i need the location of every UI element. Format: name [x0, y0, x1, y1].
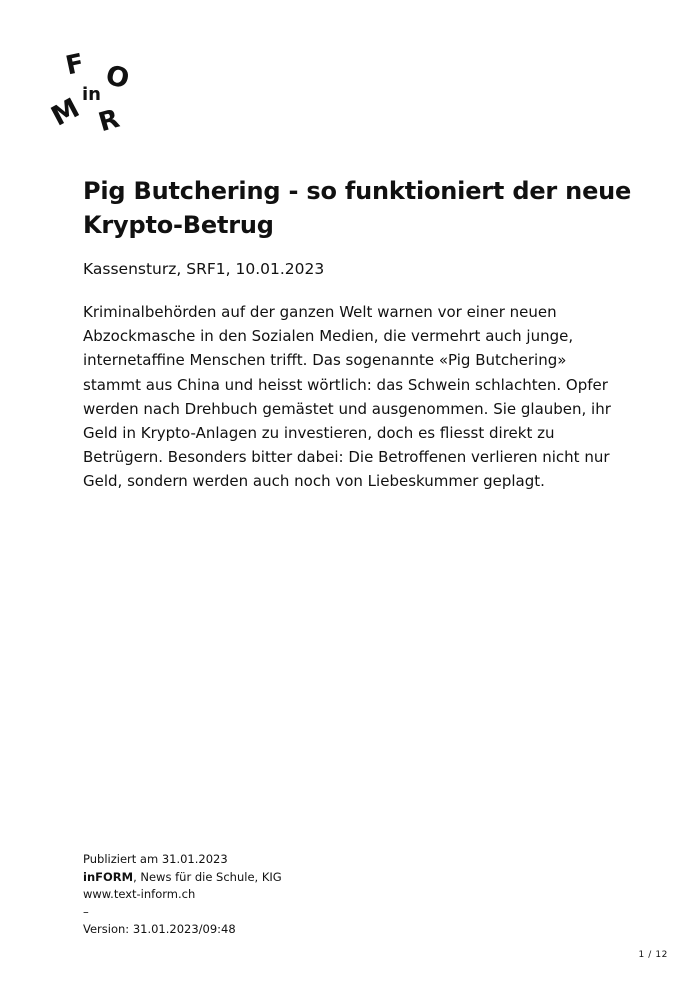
publisher-line: [83, 869, 282, 887]
logo-letter-r: R: [95, 103, 123, 139]
logo-letters-in: in: [82, 84, 101, 105]
document-footer: [83, 851, 282, 939]
inform-logo: [46, 48, 142, 139]
published-date: Publiziert am 31.01.2023: [83, 852, 228, 866]
logo-letter-f: F: [63, 48, 87, 82]
version-info: Version: 31.01.2023/09:48: [83, 922, 236, 937]
body-line: Geld in Krypto-Anlagen zu investieren, doch es fliesst direkt zu: [83, 424, 555, 443]
footer-divider-dash: –: [83, 904, 89, 919]
body-line: werden nach Drehbuch gemästet und ausgenommen. Sie glauben, ihr: [83, 399, 611, 418]
body-line: stammt aus China und heisst wörtlich: das Schwein schlachten. Opfer: [83, 375, 608, 394]
body-line: Betrügern. Besonders bitter dabei: Die Betroffenen verlieren nicht nur: [83, 448, 610, 467]
logo-letter-o: O: [102, 59, 133, 96]
brand-name: inFORM: [83, 869, 134, 884]
page-number: 1 / 12: [638, 950, 668, 960]
article-title: Pig Butchering - so funktioniert der neue Krypto-Betrug: [83, 177, 632, 239]
website-link[interactable]: www.text-inform.ch: [83, 887, 196, 902]
article-source: Kassensturz, SRF1, 10.01.2023: [83, 260, 325, 278]
body-line: Geld, sondern werden auch noch von Liebeskummer geplagt.: [83, 472, 545, 491]
brand-description: , News für die Schule, KIG: [133, 869, 282, 884]
body-line: Kriminalbehörden auf der ganzen Welt warnen vor einer neuen: [83, 303, 557, 321]
article-body: [83, 300, 663, 494]
body-line: Abzockmasche in den Sozialen Medien, die vermehrt auch junge,: [83, 327, 574, 346]
body-line: internetaffine Menschen trifft. Das sogenannte «Pig Butchering»: [83, 351, 567, 370]
logo-letter-m: M: [46, 92, 85, 133]
